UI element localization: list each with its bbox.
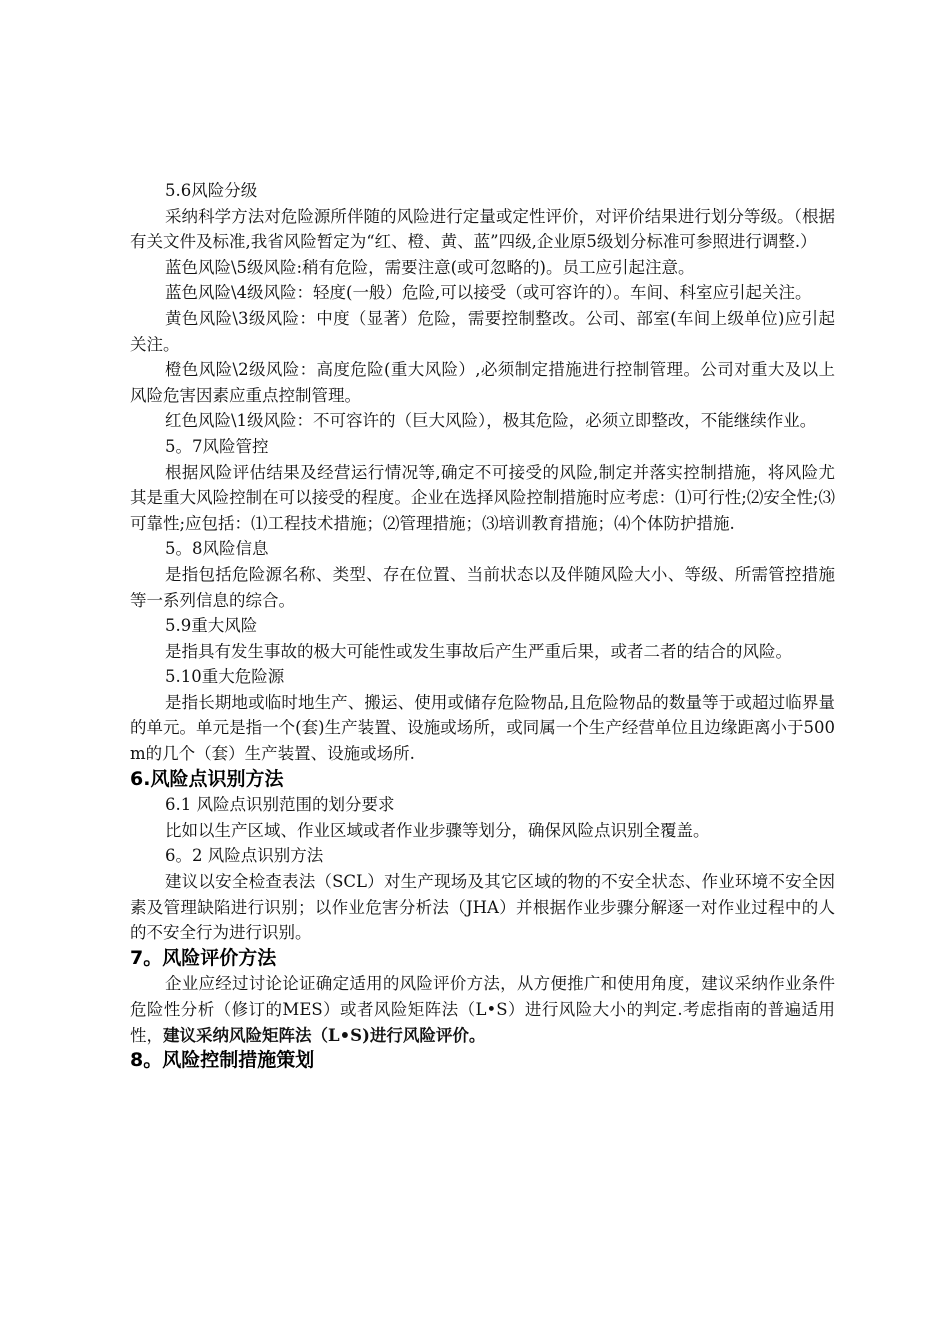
risk-level-yellow-3: 黄色风险\3级风险：中度（显著）危险，需要控制整改。公司、部室(车间上级单位)应引起关注。	[130, 308, 835, 354]
section-5-8-title: 5。8风险信息	[165, 539, 269, 559]
section-5-6-title: 5.6风险分级	[165, 181, 258, 200]
document-page	[130, 178, 835, 1074]
section-5-9-paragraph: 是指具有发生事故的极大可能性或发生事故后产生严重后果，或者二者的结合的风险。	[165, 641, 792, 661]
section-6-1-title: 6.1 风险点识别范围的划分要求	[165, 795, 395, 815]
risk-level-red-1: 红色风险\1级风险：不可容许的（巨大风险），极其危险，必须立即整改，不能继续作业。	[165, 411, 817, 431]
section-5-6-paragraph: 采纳科学方法对危险源所伴随的风险进行定量或定性评价，对评价结果进行划分等级。（根据有关文件及标准,我省风险暂定为“红、橙、黄、蓝”四级,企业原5级划分标准可参照进行调整.）	[130, 206, 835, 252]
section-7-text: 企业应经过讨论论证确定适用的风险评价方法，从方便推广和使用角度，建议采纳作业条件危险性分析（修订的MES）或者风险矩阵法（L•S）进行风险大小的判定.考虑指南的普遍适用性，	[130, 974, 835, 1045]
section-5-8-paragraph: 是指包括危险源名称、类型、存在位置、当前状态以及伴随风险大小、等级、所需管控措施等一系列信息的综合。	[130, 564, 835, 610]
section-5-7-title: 5。7风险管控	[165, 436, 269, 456]
heading-7: 7。风险评价方法	[130, 946, 277, 969]
risk-level-blue-5: 蓝色风险\5级风险:稍有危险，需要注意(或可忽略的)。员工应引起注意。	[165, 257, 695, 277]
section-7-bold-text: 建议采纳风险矩阵法（L•S)进行风险评价。	[163, 1025, 486, 1045]
section-5-9-title: 5.9重大风险	[165, 616, 258, 636]
section-6-2-paragraph: 建议以安全检查表法（SCL）对生产现场及其它区域的物的不安全状态、作业环境不安全因素及管理缺陷进行识别；以作业危害分析法（JHA）并根据作业步骤分解逐一对作业过程中的人的不安全行为进行识别。	[130, 872, 835, 943]
section-5-7-paragraph: 根据风险评估结果及经营运行情况等,确定不可接受的风险,制定并落实控制措施，将风险尤其是重大风险控制在可以接受的程度。企业在选择风险控制措施时应考虑：⑴可行性;⑵安全性;⑶可靠性;应包括：⑴工程技术措施；⑵管理措施；⑶培训教育措施；⑷个体防护措施.	[130, 462, 835, 533]
heading-8: 8。风险控制措施策划	[130, 1049, 315, 1072]
section-6-1-paragraph: 比如以生产区域、作业区域或者作业步骤等划分，确保风险点识别全覆盖。	[165, 820, 710, 840]
section-6-2-title: 6。2 风险点识别方法	[165, 846, 324, 866]
section-7-paragraph	[130, 971, 835, 1048]
risk-level-orange-2: 橙色风险\2级风险：高度危险(重大风险）,必须制定措施进行控制管理。公司对重大及以上风险危害因素应重点控制管理。	[130, 360, 835, 405]
risk-level-blue-4: 蓝色风险\4级风险：轻度(一般）危险,可以接受（或可容许的）。车间、科室应引起关注。	[165, 283, 812, 303]
heading-6: 6.风险点识别方法	[130, 767, 284, 790]
section-5-10-title: 5.10重大危险源	[165, 667, 285, 687]
section-5-10-paragraph: 是指长期地或临时地生产、搬运、使用或储存危险物品,且危险物品的数量等于或超过临界量的单元。单元是指一个(套)生产装置、设施或场所，或同属一个生产经营单位且边缘距离小于500m的几个（套）生产装置、设施或场所.	[130, 692, 835, 764]
